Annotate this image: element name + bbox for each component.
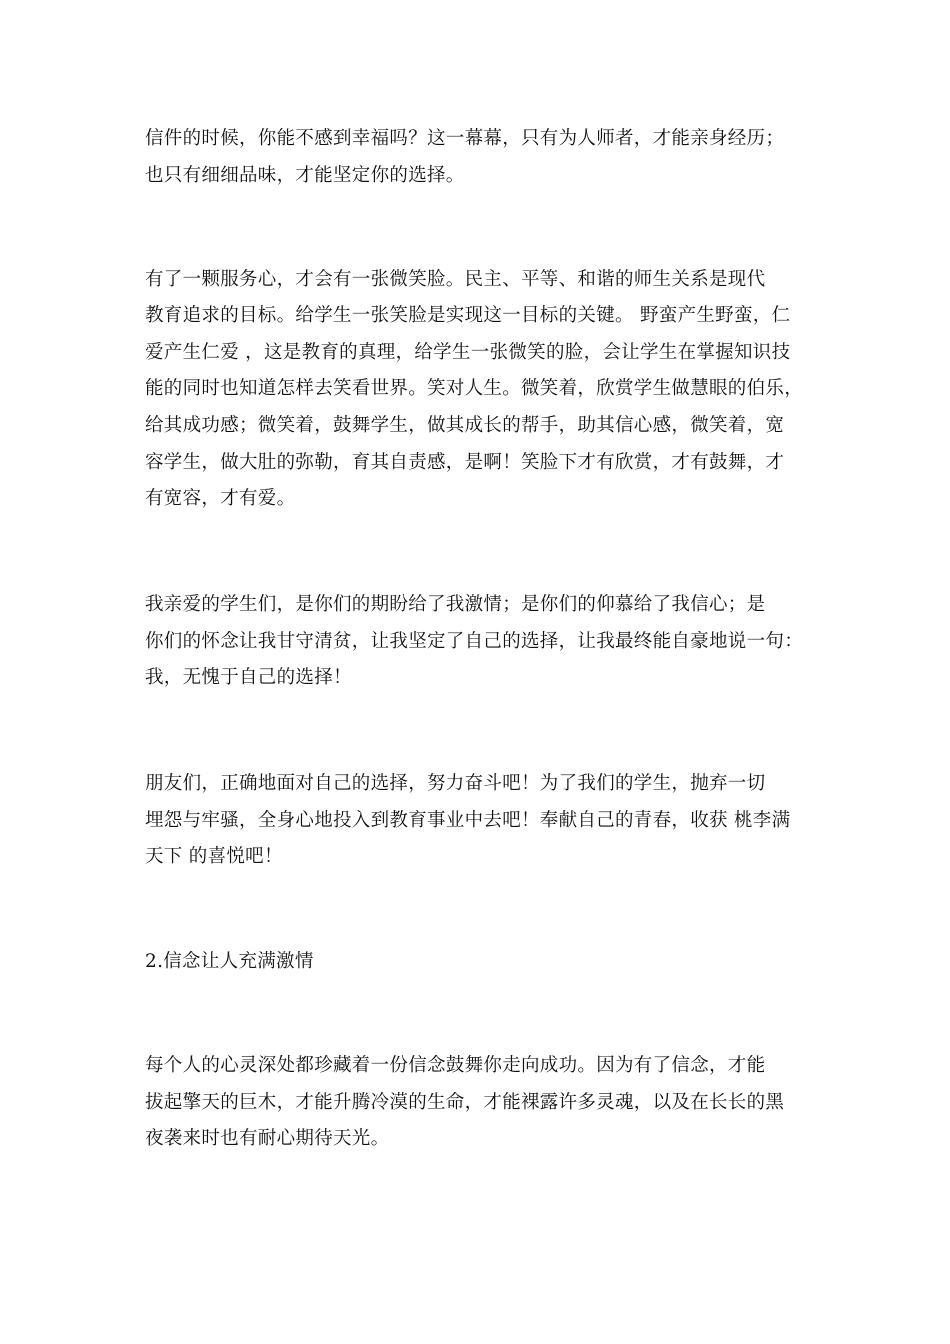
paragraph-2-line-1: 有了一颗服务心，才会有一张微笑脸。民主、平等、和谐的师生关系是现代 [145,269,766,290]
paragraph-5-line-3: 夜袭来时也有耐心期待天光。 [145,1128,390,1149]
paragraph-3-line-1: 我亲爱的学生们，是你们的期盼给了我激情；是你们的仰慕给了我信心；是 [145,594,766,615]
paragraph-2-line-2: 教育追求的目标。给学生一张笑脸是实现这一目标的关键。 野蛮产生野蛮，仁 [145,305,791,326]
paragraph-2-line-7: 有宽容，才有爱。 [145,488,296,509]
paragraph-2-line-5: 给其成功感；微笑着，鼓舞学生，做其成长的帮手，助其信心感，微笑着，宽 [145,415,785,436]
paragraph-2-line-6: 容学生，做大肚的弥勒，育其自责感，是啊！笑脸下才有欣赏，才有鼓舞，才 [145,452,785,473]
paragraph-3-line-3: 我，无愧于自己的选择！ [145,667,352,688]
paragraph-1-line-1: 信件的时候，你能不感到幸福吗？这一幕幕，只有为人师者，才能亲身经历； [145,128,785,149]
paragraph-5-line-2: 拔起擎天的巨木，才能升腾冷漠的生命，才能裸露许多灵魂，以及在长长的黑 [145,1092,785,1113]
paragraph-1-line-2: 也只有细细品味，才能坚定你的选择。 [145,165,465,186]
paragraph-4-line-2: 埋怨与牢骚，全身心地投入到教育事业中去吧！奉献自己的青春，收获 桃李满 [145,810,791,831]
paragraph-3-line-2: 你们的怀念让我甘守清贫，让我坚定了自己的选择，让我最终能自豪地说一句： [145,631,804,652]
paragraph-5-line-1: 每个人的心灵深处都珍藏着一份信念鼓舞你走向成功。因为有了信念，才能 [145,1055,766,1076]
paragraph-2-line-3: 爱产生仁爱 ，这是教育的真理，给学生一张微笑的脸，会让学生在掌握知识技 [145,342,791,363]
section-heading: 2.信念让人充满激情 [145,951,314,972]
paragraph-2-line-4: 能的同时也知道怎样去笑看世界。笑对人生。微笑着，欣赏学生做慧眼的伯乐， [145,378,804,399]
paragraph-4-line-3: 天下 的喜悦吧！ [145,846,283,867]
paragraph-4-line-1: 朋友们，正确地面对自己的选择，努力奋斗吧！为了我们的学生，抛弃一切 [145,773,766,794]
